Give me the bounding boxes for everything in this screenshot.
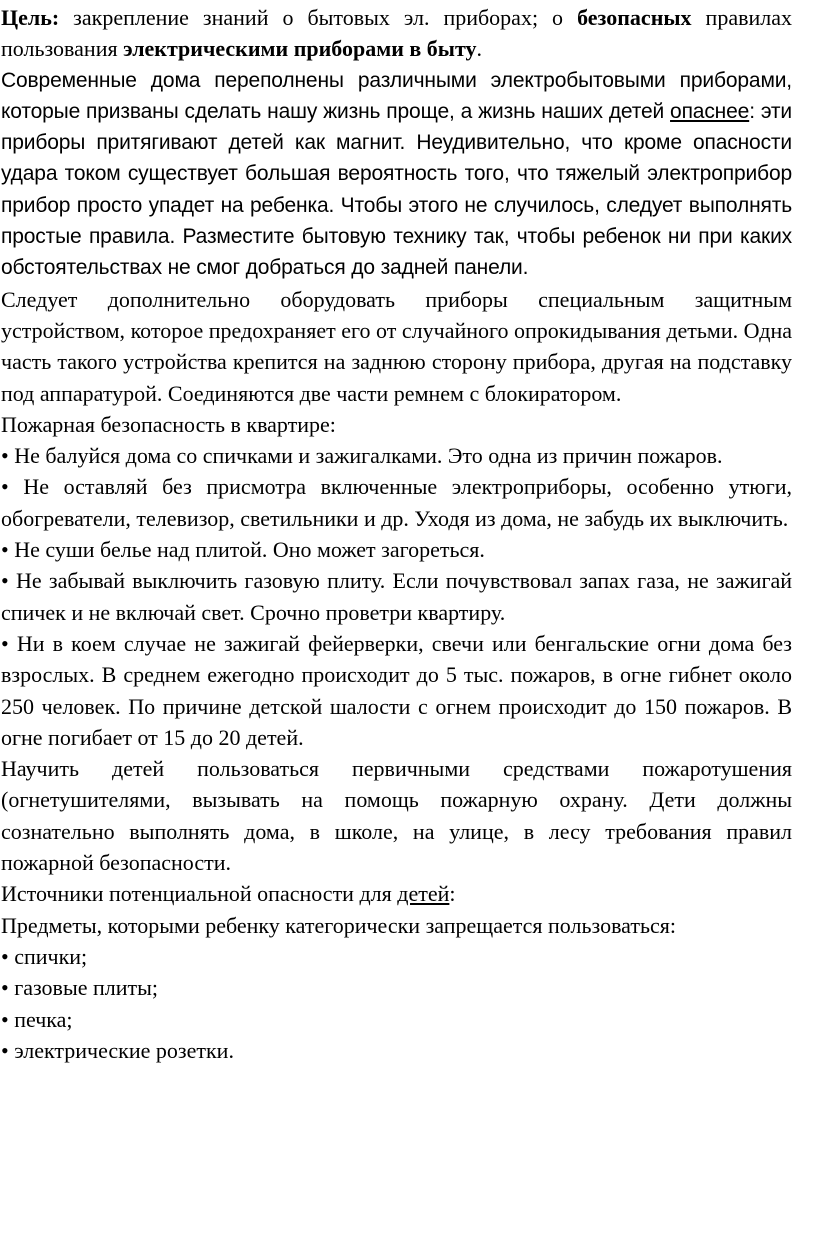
intro-underlined-word: опаснее <box>670 99 750 123</box>
forbidden-heading: Предметы, которыми ребенку категорически запрещается пользоваться: <box>1 912 677 938</box>
forbidden-item-stove: • печка; <box>1 1006 73 1032</box>
fire-rule-5: • Ни в коем случае не зажигай фейерверки, свечи или бенгальские огни дома без взрослых. В среднем ежегодно происходит до 5 тыс. пожаров, в огне гибнет около 250 человек. По причине детской шалости с огнем происходит до 150 пожаров. В огне погибает от 15 до 20 детей. <box>1 630 792 750</box>
forbidden-item-matches: • спички; <box>1 943 88 969</box>
teach-paragraph: Научить детей пользоваться первичными средствами пожаротушения (огнетушителями, вызывать на помощь пожарную охрану. Дети должны сознательно выполнять дома, в школе, на улице, в лесу требования правил пожарной безопасности. <box>1 756 792 876</box>
sources-underlined-word: детей <box>397 881 450 907</box>
fire-rule-2: • Не оставляй без присмотра включенные электроприборы, особенно утюги, обогреватели, телевизор, светильники и др. Уходя из дома, не забудь их выключить. <box>1 474 792 531</box>
sources-text-2: : <box>449 881 456 907</box>
intro-text-1: Современные дома переполнены различными электробытовыми приборами, которые призваны сделать нашу жизнь проще, а жизнь наших детей <box>1 68 792 123</box>
intro-text-2: : эти приборы притягивают детей как магнит. Неудивительно, что кроме опасности удара током существует большая вероятность того, что тяжелый электроприбор прибор просто упадет на ребенка. Чтобы этого не случилось, следует выполнять простые правила. Разместите бытовую технику так, чтобы ребенок ни при каких обстоятельствах не смог добраться до задней панели. <box>1 99 792 280</box>
forbidden-item-gas-stoves: • газовые плиты; <box>1 975 159 1001</box>
goal-paragraph <box>1 2 792 65</box>
protect-paragraph: Следует дополнительно оборудовать приборы специальным защитным устройством, которое предохраняет его от случайного опрокидывания детьми. Одна часть такого устройства крепится на заднюю сторону прибора, другая на подставку под аппаратурой. Соединяются две части ремнем с блокиратором. <box>1 286 792 406</box>
forbidden-item-sockets: • электрические розетки. <box>1 1037 234 1063</box>
intro-paragraph <box>1 65 792 284</box>
goal-label: Цель: <box>1 5 60 30</box>
fire-rule-1: • Не балуйся дома со спичками и зажигалками. Это одна из причин пожаров. <box>1 443 723 469</box>
fire-rule-4: • Не забывай выключить газовую плиту. Если почувствовал запах газа, не зажигай спичек и не включай свет. Срочно проветри квартиру. <box>1 568 792 625</box>
fire-safety-heading: Пожарная безопасность в квартире: <box>1 411 336 437</box>
goal-text-1: закрепление знаний о бытовых эл. приборах; о <box>59 5 578 30</box>
fire-rule-3: • Не суши белье над плитой. Оно может загореться. <box>1 537 485 563</box>
goal-text-2: правилах пользования <box>1 5 792 62</box>
sources-text-1: Источники потенциальной опасности для <box>1 881 398 907</box>
sources-heading <box>1 878 792 909</box>
goal-bold-safe: безопасных <box>577 5 692 30</box>
goal-bold-appliances: электрическими приборами в быту <box>123 36 477 62</box>
goal-text-3: . <box>476 36 482 62</box>
